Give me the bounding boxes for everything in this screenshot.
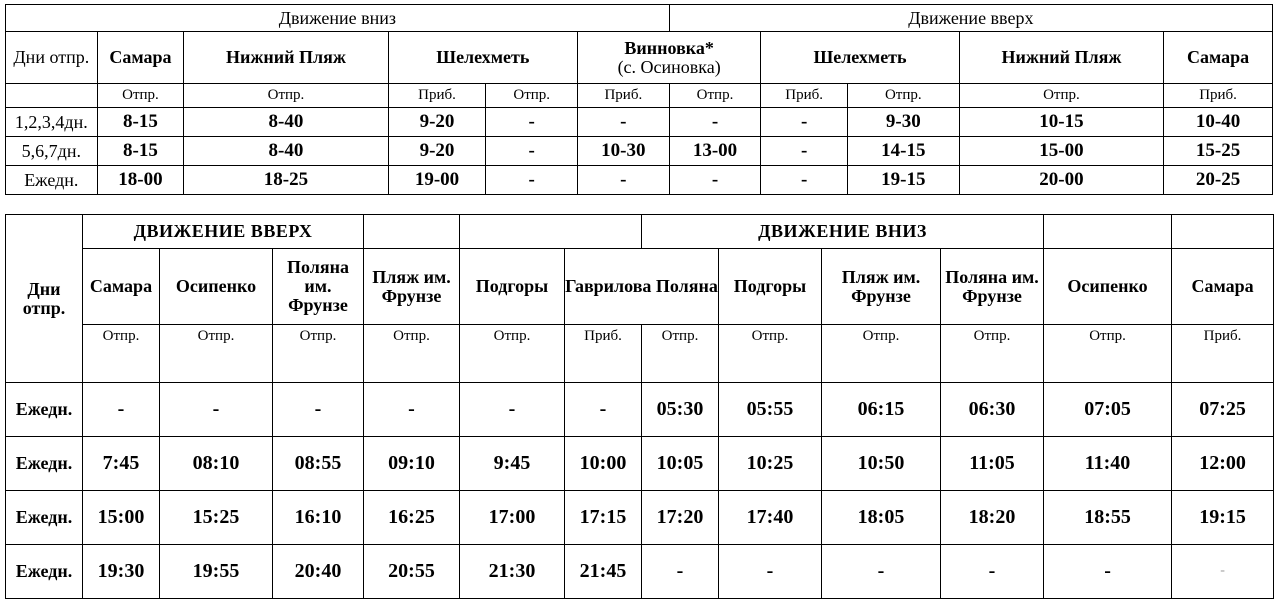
subheader-row bbox=[6, 325, 1274, 383]
time-cell: 18-00 bbox=[97, 166, 184, 195]
station-cell: Поляна им. Фрунзе bbox=[273, 249, 364, 325]
time-cell: 21:45 bbox=[565, 545, 642, 599]
time-cell: 08:55 bbox=[273, 437, 364, 491]
time-cell: 19-15 bbox=[847, 166, 959, 195]
subheader-cell: Отпр. bbox=[959, 84, 1163, 108]
station-header-row bbox=[6, 32, 1273, 84]
time-cell: 20:55 bbox=[364, 545, 460, 599]
time-cell: - bbox=[1172, 545, 1274, 599]
time-cell: 13-00 bbox=[669, 137, 761, 166]
group-up-header: ДВИЖЕНИЕ ВВЕРХ bbox=[83, 215, 364, 249]
time-cell: 10-40 bbox=[1164, 108, 1273, 137]
table-row bbox=[6, 137, 1273, 166]
station-nizhniy-plyazh: Нижний Пляж bbox=[184, 32, 388, 84]
time-cell: 05:55 bbox=[719, 383, 822, 437]
time-cell: - bbox=[565, 383, 642, 437]
station-cell: Подгоры bbox=[460, 249, 565, 325]
time-cell: 10:00 bbox=[565, 437, 642, 491]
subheader-cell: Отпр. bbox=[160, 325, 273, 383]
station-shelekhmet: Шелехметь bbox=[388, 32, 577, 84]
time-cell: 20:40 bbox=[273, 545, 364, 599]
subheader-cell: Приб. bbox=[388, 84, 486, 108]
days-cell: Ежедн. bbox=[6, 491, 83, 545]
days-cell: Ежедн. bbox=[6, 437, 83, 491]
station-vinnovka-name: Винновка* bbox=[624, 37, 714, 58]
time-cell: - bbox=[578, 166, 670, 195]
header-empty bbox=[460, 215, 642, 249]
days-cell: 5,6,7дн. bbox=[6, 137, 98, 166]
subheader-cell: Приб. bbox=[1172, 325, 1274, 383]
time-cell: 15-00 bbox=[959, 137, 1163, 166]
time-cell: 17:00 bbox=[460, 491, 565, 545]
time-cell: 10-30 bbox=[578, 137, 670, 166]
time-cell: - bbox=[486, 166, 578, 195]
station-cell: Пляж им. Фрунзе bbox=[822, 249, 941, 325]
group-header-row bbox=[6, 5, 1273, 32]
days-cell: Ежедн. bbox=[6, 383, 83, 437]
subheader-empty bbox=[6, 84, 98, 108]
time-cell: - bbox=[1044, 545, 1172, 599]
station-cell: Самара bbox=[83, 249, 160, 325]
subheader-cell: Отпр. bbox=[486, 84, 578, 108]
station-shelekhmet-up: Шелехметь bbox=[761, 32, 959, 84]
days-cell: Ежедн. bbox=[6, 545, 83, 599]
time-cell: - bbox=[642, 545, 719, 599]
station-cell: Осипенко bbox=[1044, 249, 1172, 325]
subheader-cell: Отпр. bbox=[941, 325, 1044, 383]
subheader-cell: Приб. bbox=[565, 325, 642, 383]
station-header-row bbox=[6, 249, 1274, 325]
subheader-row bbox=[6, 84, 1273, 108]
time-cell: - bbox=[761, 137, 848, 166]
time-cell: 16:25 bbox=[364, 491, 460, 545]
time-cell: - bbox=[669, 108, 761, 137]
subheader-cell: Отпр. bbox=[642, 325, 719, 383]
subheader-cell: Отпр. bbox=[669, 84, 761, 108]
time-cell: - bbox=[364, 383, 460, 437]
time-cell: 19-00 bbox=[388, 166, 486, 195]
time-cell: 07:25 bbox=[1172, 383, 1274, 437]
time-cell: 19:30 bbox=[83, 545, 160, 599]
schedule-table-2 bbox=[5, 214, 1274, 599]
days-cell: Ежедн. bbox=[6, 166, 98, 195]
schedule-table-1 bbox=[5, 4, 1273, 195]
time-cell: 18:20 bbox=[941, 491, 1044, 545]
subheader-cell: Отпр. bbox=[1044, 325, 1172, 383]
days-header: Дни отпр. bbox=[6, 215, 83, 383]
station-cell: Осипенко bbox=[160, 249, 273, 325]
time-cell: 15:00 bbox=[83, 491, 160, 545]
station-cell: Подгоры bbox=[719, 249, 822, 325]
subheader-cell: Отпр. bbox=[364, 325, 460, 383]
days-cell: 1,2,3,4дн. bbox=[6, 108, 98, 137]
time-cell: 19:15 bbox=[1172, 491, 1274, 545]
time-cell: 10:05 bbox=[642, 437, 719, 491]
time-cell: 10-15 bbox=[959, 108, 1163, 137]
time-cell: 9-20 bbox=[388, 108, 486, 137]
station-samara-up: Самара bbox=[1164, 32, 1273, 84]
time-cell: 17:20 bbox=[642, 491, 719, 545]
time-cell: 10:50 bbox=[822, 437, 941, 491]
subheader-cell: Приб. bbox=[761, 84, 848, 108]
time-cell: - bbox=[761, 166, 848, 195]
time-cell: 19:55 bbox=[160, 545, 273, 599]
time-cell: 11:40 bbox=[1044, 437, 1172, 491]
time-cell: 9:45 bbox=[460, 437, 565, 491]
time-cell: 15-25 bbox=[1164, 137, 1273, 166]
station-nizhniy-plyazh-up: Нижний Пляж bbox=[959, 32, 1163, 84]
station-vinnovka bbox=[578, 32, 761, 84]
subheader-cell: Отпр. bbox=[847, 84, 959, 108]
time-cell: 21:30 bbox=[460, 545, 565, 599]
time-cell: - bbox=[578, 108, 670, 137]
table-row bbox=[6, 437, 1274, 491]
time-cell: 8-15 bbox=[97, 137, 184, 166]
time-cell: - bbox=[941, 545, 1044, 599]
time-cell: - bbox=[460, 383, 565, 437]
time-cell: - bbox=[83, 383, 160, 437]
subheader-cell: Отпр. bbox=[822, 325, 941, 383]
table-row bbox=[6, 383, 1274, 437]
subheader-cell: Приб. bbox=[578, 84, 670, 108]
time-cell: 06:15 bbox=[822, 383, 941, 437]
header-empty bbox=[1044, 215, 1172, 249]
table-row bbox=[6, 108, 1273, 137]
time-cell: - bbox=[761, 108, 848, 137]
table-row bbox=[6, 491, 1274, 545]
subheader-cell: Отпр. bbox=[83, 325, 160, 383]
time-cell: 14-15 bbox=[847, 137, 959, 166]
time-cell: 20-00 bbox=[959, 166, 1163, 195]
time-cell: - bbox=[486, 137, 578, 166]
subheader-cell: Отпр. bbox=[184, 84, 388, 108]
subheader-cell: Приб. bbox=[1164, 84, 1273, 108]
subheader-cell: Отпр. bbox=[97, 84, 184, 108]
station-samara: Самара bbox=[97, 32, 184, 84]
time-cell: 18-25 bbox=[184, 166, 388, 195]
time-cell: 05:30 bbox=[642, 383, 719, 437]
time-cell: 7:45 bbox=[83, 437, 160, 491]
time-cell: 8-40 bbox=[184, 108, 388, 137]
time-cell: 17:40 bbox=[719, 491, 822, 545]
group-up-header: Движение вверх bbox=[669, 5, 1272, 32]
station-vinnovka-sub: (с. Осиновка) bbox=[617, 56, 721, 77]
time-cell: 08:10 bbox=[160, 437, 273, 491]
time-cell: - bbox=[719, 545, 822, 599]
time-cell: 06:30 bbox=[941, 383, 1044, 437]
time-cell: - bbox=[486, 108, 578, 137]
time-cell: - bbox=[822, 545, 941, 599]
time-cell: 9-20 bbox=[388, 137, 486, 166]
time-cell: - bbox=[273, 383, 364, 437]
station-cell: Самара bbox=[1172, 249, 1274, 325]
time-cell: 15:25 bbox=[160, 491, 273, 545]
time-cell: 12:00 bbox=[1172, 437, 1274, 491]
group-down-header: Движение вниз bbox=[6, 5, 670, 32]
time-cell: 07:05 bbox=[1044, 383, 1172, 437]
time-cell: 09:10 bbox=[364, 437, 460, 491]
station-cell: Поляна им. Фрунзе bbox=[941, 249, 1044, 325]
subheader-cell: Отпр. bbox=[460, 325, 565, 383]
time-cell: 16:10 bbox=[273, 491, 364, 545]
group-down-header: ДВИЖЕНИЕ ВНИЗ bbox=[642, 215, 1044, 249]
time-cell: 11:05 bbox=[941, 437, 1044, 491]
days-header: Дни отпр. bbox=[6, 32, 98, 84]
subheader-cell: Отпр. bbox=[719, 325, 822, 383]
time-cell: 8-40 bbox=[184, 137, 388, 166]
time-cell: 17:15 bbox=[565, 491, 642, 545]
station-cell: Гаврилова Поляна bbox=[565, 249, 719, 325]
header-empty bbox=[364, 215, 460, 249]
time-cell: 18:05 bbox=[822, 491, 941, 545]
time-cell: - bbox=[669, 166, 761, 195]
time-cell: - bbox=[160, 383, 273, 437]
group-header-row bbox=[6, 215, 1274, 249]
station-cell: Пляж им. Фрунзе bbox=[364, 249, 460, 325]
subheader-cell: Отпр. bbox=[273, 325, 364, 383]
time-cell: 18:55 bbox=[1044, 491, 1172, 545]
table-row bbox=[6, 545, 1274, 599]
table-row bbox=[6, 166, 1273, 195]
header-empty bbox=[1172, 215, 1274, 249]
time-cell: 10:25 bbox=[719, 437, 822, 491]
time-cell: 9-30 bbox=[847, 108, 959, 137]
time-cell: 20-25 bbox=[1164, 166, 1273, 195]
time-cell: 8-15 bbox=[97, 108, 184, 137]
